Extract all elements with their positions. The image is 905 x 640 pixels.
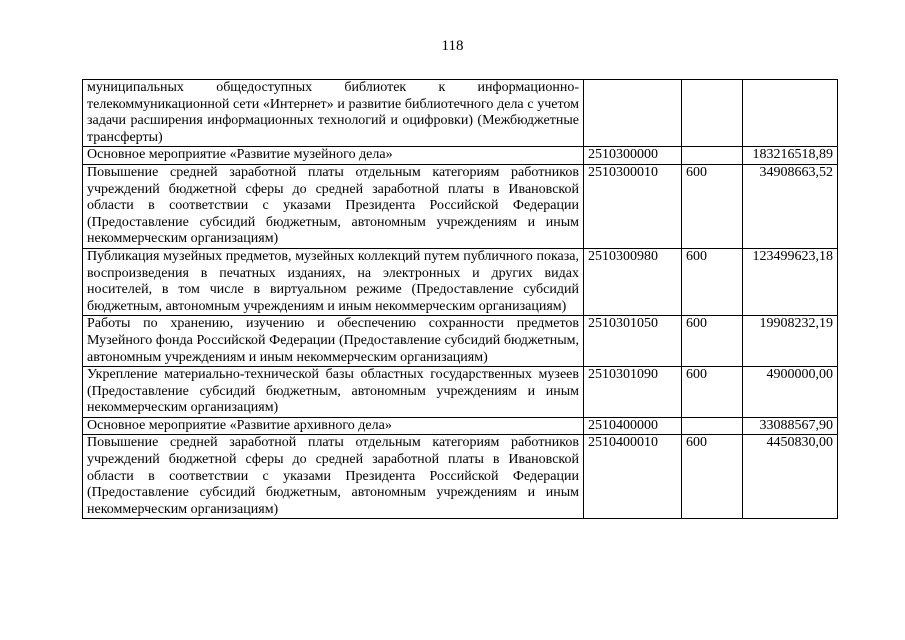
row-description: муниципальных общедоступных библиотек к информационно-телекоммуникационной сети «Интернет» и развитие библиотечного дела с учетом задачи расширения информационных технологий и оцифровки) (Межбюджетные трансферты): [83, 80, 584, 147]
row-expense-type: 600: [682, 367, 743, 418]
row-code: 2510300980: [584, 248, 682, 315]
row-expense-type: 600: [682, 164, 743, 248]
table-row: [83, 80, 838, 147]
row-description: Повышение средней заработной платы отдельным категориям работников учреждений бюджетной сферы до средней заработной платы в Ивановской области в соответствии с указами Президента Российской Федерации (Предоставление субсидий бюджетным, автономным учреждениям и иным некоммерческим организациям): [83, 164, 584, 248]
table-row: [83, 435, 838, 519]
row-amount: 4900000,00: [743, 367, 838, 418]
row-amount: 123499623,18: [743, 248, 838, 315]
table-row: [83, 417, 838, 435]
row-code: 2510400010: [584, 435, 682, 519]
row-expense-type: [682, 147, 743, 165]
row-description: Повышение средней заработной платы отдельным категориям работников учреждений бюджетной сферы до средней заработной платы в Ивановской области в соответствии с указами Президента Российской Федерации (Предоставление субсидий бюджетным, автономным учреждениям и иным некоммерческим организациям): [83, 435, 584, 519]
row-amount: 19908232,19: [743, 316, 838, 367]
row-code: 2510301090: [584, 367, 682, 418]
row-amount: 34908663,52: [743, 164, 838, 248]
row-description: Основное мероприятие «Развитие архивного дела»: [83, 417, 584, 435]
row-code: 2510400000: [584, 417, 682, 435]
table-row: [83, 316, 838, 367]
row-amount: 183216518,89: [743, 147, 838, 165]
row-amount: [743, 80, 838, 147]
table-row: [83, 147, 838, 165]
row-expense-type: [682, 417, 743, 435]
page-number: 118: [441, 38, 464, 54]
row-expense-type: 600: [682, 316, 743, 367]
row-expense-type: 600: [682, 435, 743, 519]
row-description: Укрепление материально-технической базы областных государственных музеев (Предоставление субсидий бюджетным, автономным учреждениям и иным некоммерческим организациям): [83, 367, 584, 418]
row-code: 2510300010: [584, 164, 682, 248]
budget-table: [82, 79, 838, 519]
row-amount: 33088567,90: [743, 417, 838, 435]
row-amount: 4450830,00: [743, 435, 838, 519]
row-code: 2510301050: [584, 316, 682, 367]
row-description: Основное мероприятие «Развитие музейного дела»: [83, 147, 584, 165]
row-code: 2510300000: [584, 147, 682, 165]
row-expense-type: 600: [682, 248, 743, 315]
table-row: [83, 367, 838, 418]
row-expense-type: [682, 80, 743, 147]
row-description: Публикация музейных предметов, музейных коллекций путем публичного показа, воспроизведения в печатных изданиях, на электронных и других видах носителей, в том числе в виртуальном режиме (Предоставление субсидий бюджетным, автономным учреждениям и иным некоммерческим организациям): [83, 248, 584, 315]
table-row: [83, 164, 838, 248]
table-row: [83, 248, 838, 315]
row-code: [584, 80, 682, 147]
row-description: Работы по хранению, изучению и обеспечению сохранности предметов Музейного фонда Российской Федерации (Предоставление субсидий бюджетным, автономным учреждениям и иным некоммерческим организациям): [83, 316, 584, 367]
